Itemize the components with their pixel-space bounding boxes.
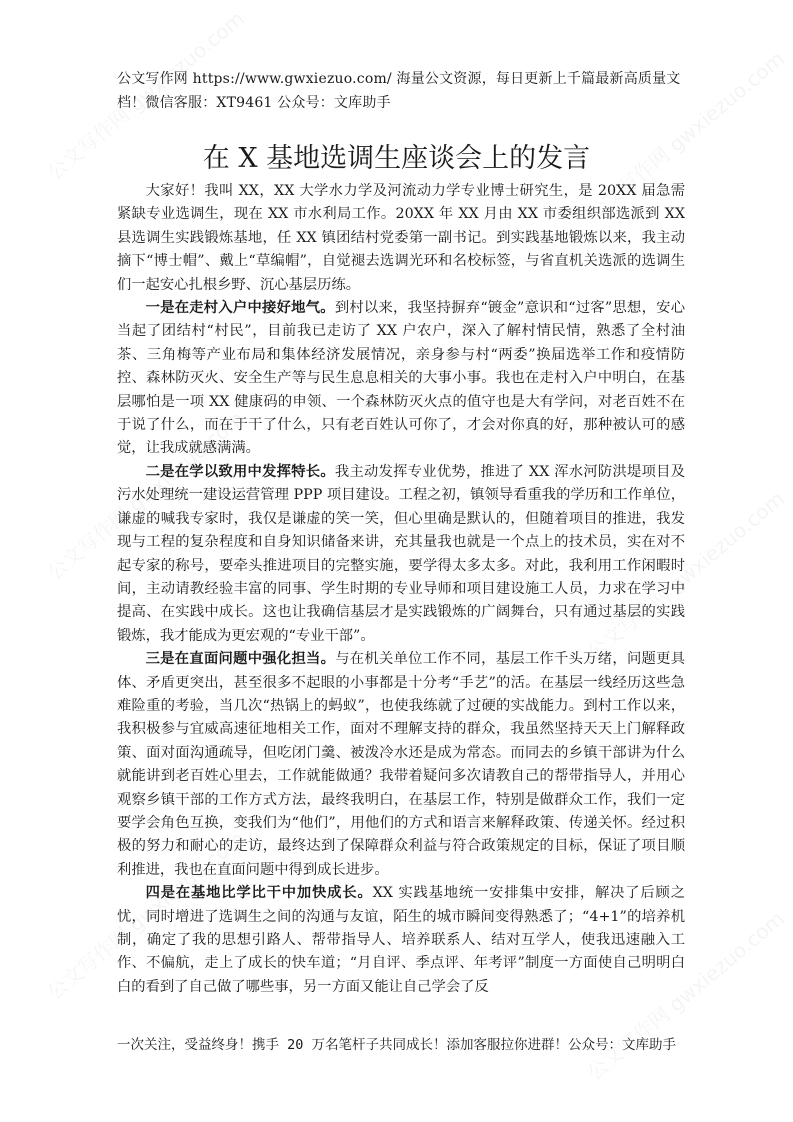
paragraph-text: 大家好！我叫 XX，XX 大学水力学及河流动力学专业博士研究生，是 20XX 届急需紧缺专业选调生，现在 XX 市水利局工作。20XX 年 XX 月由 XX 市委组织部选派到 XX 县选调生实践锻炼基地，任 XX 镇团结村党委第一副书记。到实践基地锻炼以来，我主动摘下“博士帽”、戴上“草编帽”，自觉褪去选调光环和名校标签，与省直机关选派的选调生们一起安心扎根乡野、沉心基层历练。: [117, 183, 685, 293]
paragraph-point-3: [117, 648, 685, 882]
paragraph-text: XX 实践基地统一安排集中安排，解决了后顾之忧，同时增进了选调生之间的沟通与友谊，陌生的城市瞬间变得熟悉了；“4+1”的培养机制，确定了我的思想引路人、帮带指导人、培养联系人、结对互学人，使我迅速融入工作、不偏航，走上了成长的快车道；“月自评、季点评、年考评”制度一方面使自己明明白白的看到了自己做了哪些事，另一方面又能让自己学会了反: [117, 885, 685, 995]
paragraph-lead: 二是在学以致用中发挥特长。: [145, 463, 335, 480]
paragraph-text: 到村以来，我坚持摒弃“镀金”意识和“过客”思想，安心当起了团结村“村民”，目前我已走访了 XX 户农户，深入了解村情民情，熟悉了全村油茶、三角梅等产业布局和集体经济发展情况，亲身参与村“两委”换届选举工作和疫情防控、森林防灭火、安全生产等与民生息息相关的大事小事。我也在走村入户中明白，在基层哪怕是一项 XX 健康码的申领、一个森林防灭火点的值守也是大有学问，对老百姓不在于说了什么，而在于干了什么，只有老百姓认可你了，才会对你真的好，那种被认可的感觉，让我成就感满满。: [117, 300, 686, 457]
paragraph-point-4: [117, 882, 685, 999]
paragraph-point-2: [117, 461, 685, 648]
paragraph-text: 与在机关单位工作不同，基层工作千头万绪，问题更具体、矛盾更突出，甚至很多不起眼的小事都是十分考“手艺”的活。在基层一线经历这些急难险重的考验，当几次“热锅上的蚂蚁”，也使我练就了过硬的实战能力。到村工作以来，我积极参与宜威高速征地相关工作，面对不理解支持的群众，我虽然坚持天天上门解释政策、面对面沟通疏导，但吃闭门羹、被泼冷水还是成为常态。而同去的乡镇干部讲为什么就能讲到老百姓心里去，工作就能做通？我带着疑问多次请教自己的帮带指导人，并用心观察乡镇干部的工作方式方法，最终我明白，在基层工作，特别是做群众工作，我们一定要学会角色互换，变我们为“他们”，用他们的方式和语言来解释政策、传递关怀。经过积极的努力和耐心的走访，最终达到了保障群众利益与符合政策规定的目标，保证了项目顺利推进，我也在直面问题中得到成长进步。: [117, 651, 685, 878]
header-banner: 公文写作网 https://www.gwxiezuo.com/ 海量公文资源，每日更新上千篇最新高质量文档！微信客服：XT9461 公众号：文库助手: [117, 71, 681, 111]
paragraph-point-1: [117, 297, 685, 461]
paragraph-intro: [117, 180, 685, 297]
document-body: [117, 180, 685, 999]
paragraph-lead: 三是在直面问题中强化担当。: [145, 651, 336, 668]
paragraph-lead: 一是在走村入户中接好地气。: [145, 300, 335, 317]
paragraph-text: 我主动发挥专业优势，推进了 XX 浑水河防洪堤项目及污水处理统一建设运营管理 PPP 项目建设。工程之初，镇领导看重我的学历和工作单位，谦虚的喊我专家时，我仅是谦虚的笑一笑，但心里确是默认的，但随着项目的推进，我发现与工程的复杂程度和自身知识储备来讲，充其量我也就是一个点上的技术员，实在对不起专家的称号，要牵头推进项目的完整实施，要学得太多太多。对此，我利用工作闲暇时间，主动请教经验丰富的同事、学生时期的专业导师和项目建设施工人员，力求在学习中提高、在实践中成长。这也让我确信基层才是实践锻炼的广阔舞台，只有通过基层的实践锻炼，我才能成为更宏观的“专业干部”。: [117, 463, 685, 644]
paragraph-lead: 四是在基地比学比干中加快成长。: [145, 885, 373, 902]
footer-banner: 一次关注，受益终身！携手 20 万名笔杆子共同成长！添加客服拉你进群！公众号：文库助手: [117, 1037, 677, 1053]
document-title: 在 X 基地选调生座谈会上的发言: [202, 143, 591, 174]
